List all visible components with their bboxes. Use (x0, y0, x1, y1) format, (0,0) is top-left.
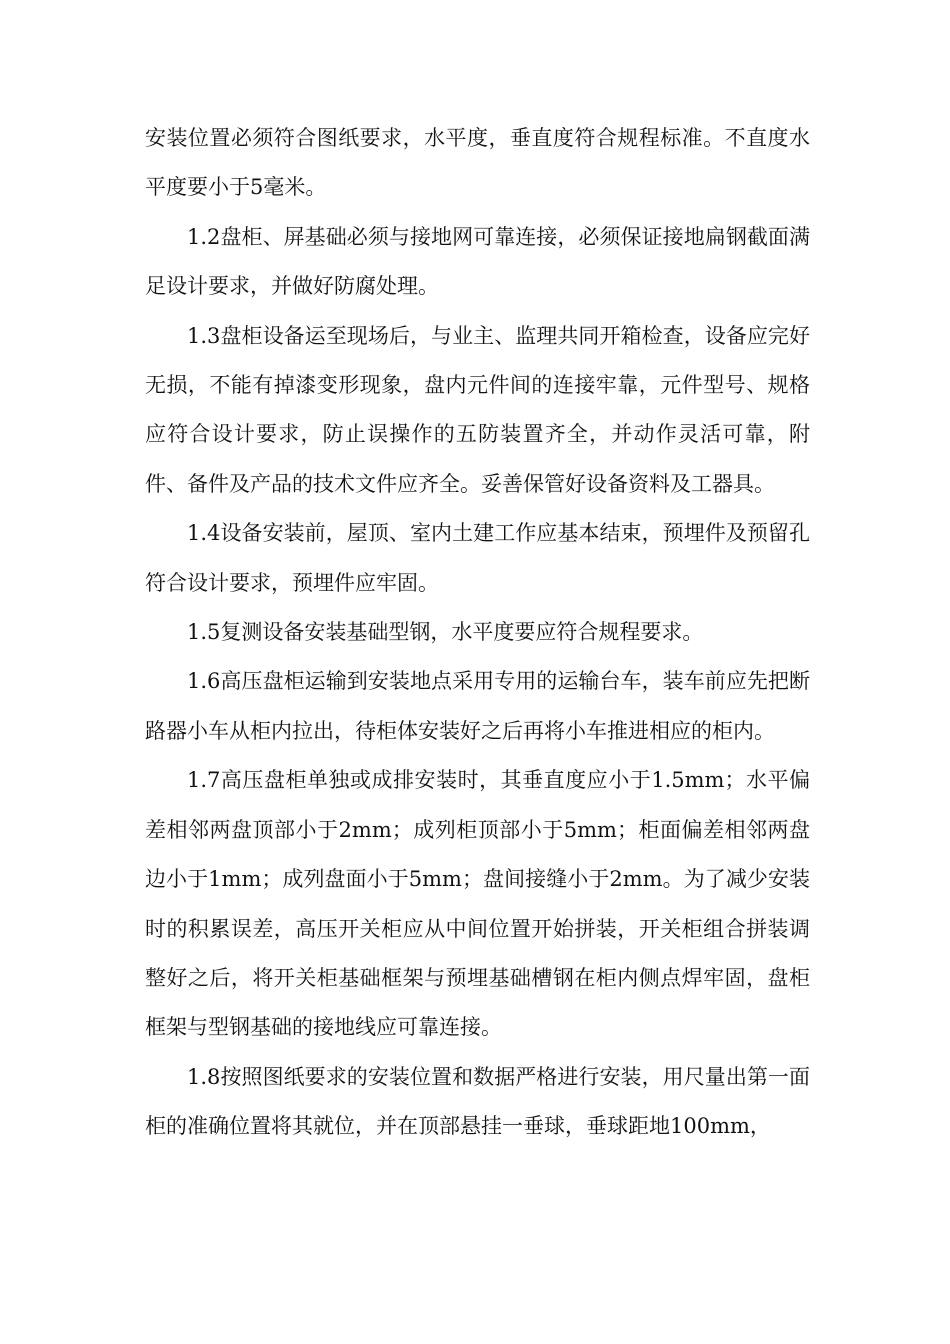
paragraph-continuation: 安装位置必须符合图纸要求，水平度，垂直度符合规程标准。不直度水平度要小于5毫米。 (145, 126, 810, 200)
paragraph-1-3: 1.3盘柜设备运至现场后，与业主、监理共同开箱检查，设备应完好无损，不能有掉漆变形现象，盘内元件间的连接牢靠，元件型号、规格应符合设计要求，防止误操作的五防装置齐全，并动作灵活可靠，附件、备件及产品的技术文件应齐全。妥善保管好设备资料及工器具。 (145, 323, 810, 496)
paragraph-1-8: 1.8按照图纸要求的安装位置和数据严格进行安装，用尺量出第一面柜的准确位置将其就位，并在顶部悬挂一垂球，垂球距地100mm， (145, 1064, 810, 1139)
paragraph-1-6: 1.6高压盘柜运输到安装地点采用专用的运输台车，装车前应先把断路器小车从柜内拉出，待柜体安装好之后再将小车推进相应的柜内。 (145, 669, 810, 743)
body-text (145, 114, 810, 1152)
paragraph-1-5: 1.5复测设备安装基础型钢，水平度要应符合规程要求。 (187, 620, 704, 645)
paragraph-1-2: 1.2盘柜、屏基础必须与接地网可靠连接，必须保证接地扁钢截面满足设计要求，并做好防腐处理。 (145, 224, 810, 299)
paragraph-1-7: 1.7高压盘柜单独或成排安装时，其垂直度应小于1.5mm；水平偏差相邻两盘顶部小于2mm；成列柜顶部小于5mm；柜面偏差相邻两盘边小于1mm；成列盘面小于5mm；盘间接缝小于2mm。为了减少安装时的积累误差，高压开关柜应从中间位置开始拼装，开关柜组合拼装调整好之后，将开关柜基础框架与预埋基础槽钢在柜内侧点焊牢固，盘柜框架与型钢基础的接地线应可靠连接。 (145, 768, 810, 1040)
paragraph-1-4: 1.4设备安装前，屋顶、室内土建工作应基本结束，预埋件及预留孔符合设计要求，预埋件应牢固。 (145, 521, 810, 595)
